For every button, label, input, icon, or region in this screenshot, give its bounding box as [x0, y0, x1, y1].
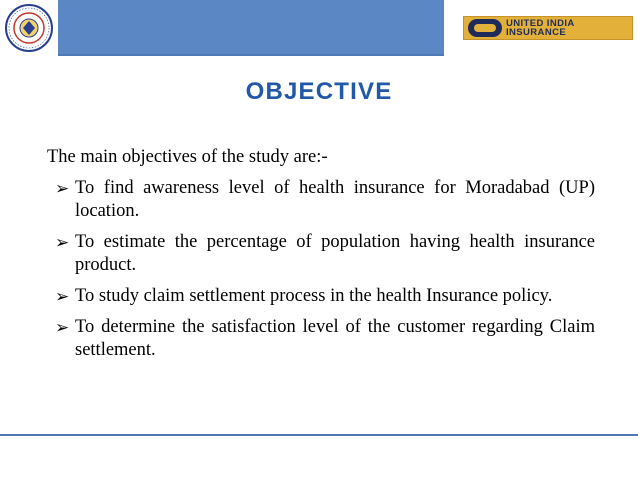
united-india-insurance-logo [463, 16, 633, 40]
slide-title: OBJECTIVE [245, 78, 393, 105]
pondicherry-university-logo [0, 0, 58, 56]
insurance-emblem-icon [468, 19, 502, 37]
list-item [47, 316, 595, 362]
bullet-text: To estimate the percentage of population having health insurance product. [75, 232, 595, 275]
bullet-text: To find awareness level of health insurance for Moradabad (UP) location. [75, 178, 595, 221]
intro-text: The main objectives of the study are:- [47, 147, 328, 167]
list-item [47, 285, 595, 308]
header-band [58, 0, 444, 56]
arrow-bullet-icon: ➢ [55, 318, 70, 337]
university-seal-icon [4, 3, 54, 53]
slide-content [47, 146, 595, 370]
arrow-bullet-icon: ➢ [55, 179, 70, 198]
objectives-list [47, 177, 595, 362]
arrow-bullet-icon: ➢ [55, 233, 70, 252]
bullet-text: To study claim settlement process in the health Insurance policy. [75, 286, 553, 306]
bullet-text: To determine the satisfaction level of the customer regarding Claim settlement. [75, 317, 595, 360]
list-item [47, 177, 595, 223]
list-item [47, 231, 595, 277]
insurance-logo-line2: INSURANCE [506, 27, 567, 38]
insurance-logo-wordmark [506, 19, 575, 37]
insurance-logo-line1: UNITED INDIA [506, 18, 575, 29]
arrow-bullet-icon: ➢ [55, 287, 70, 306]
footer-divider [0, 434, 638, 436]
